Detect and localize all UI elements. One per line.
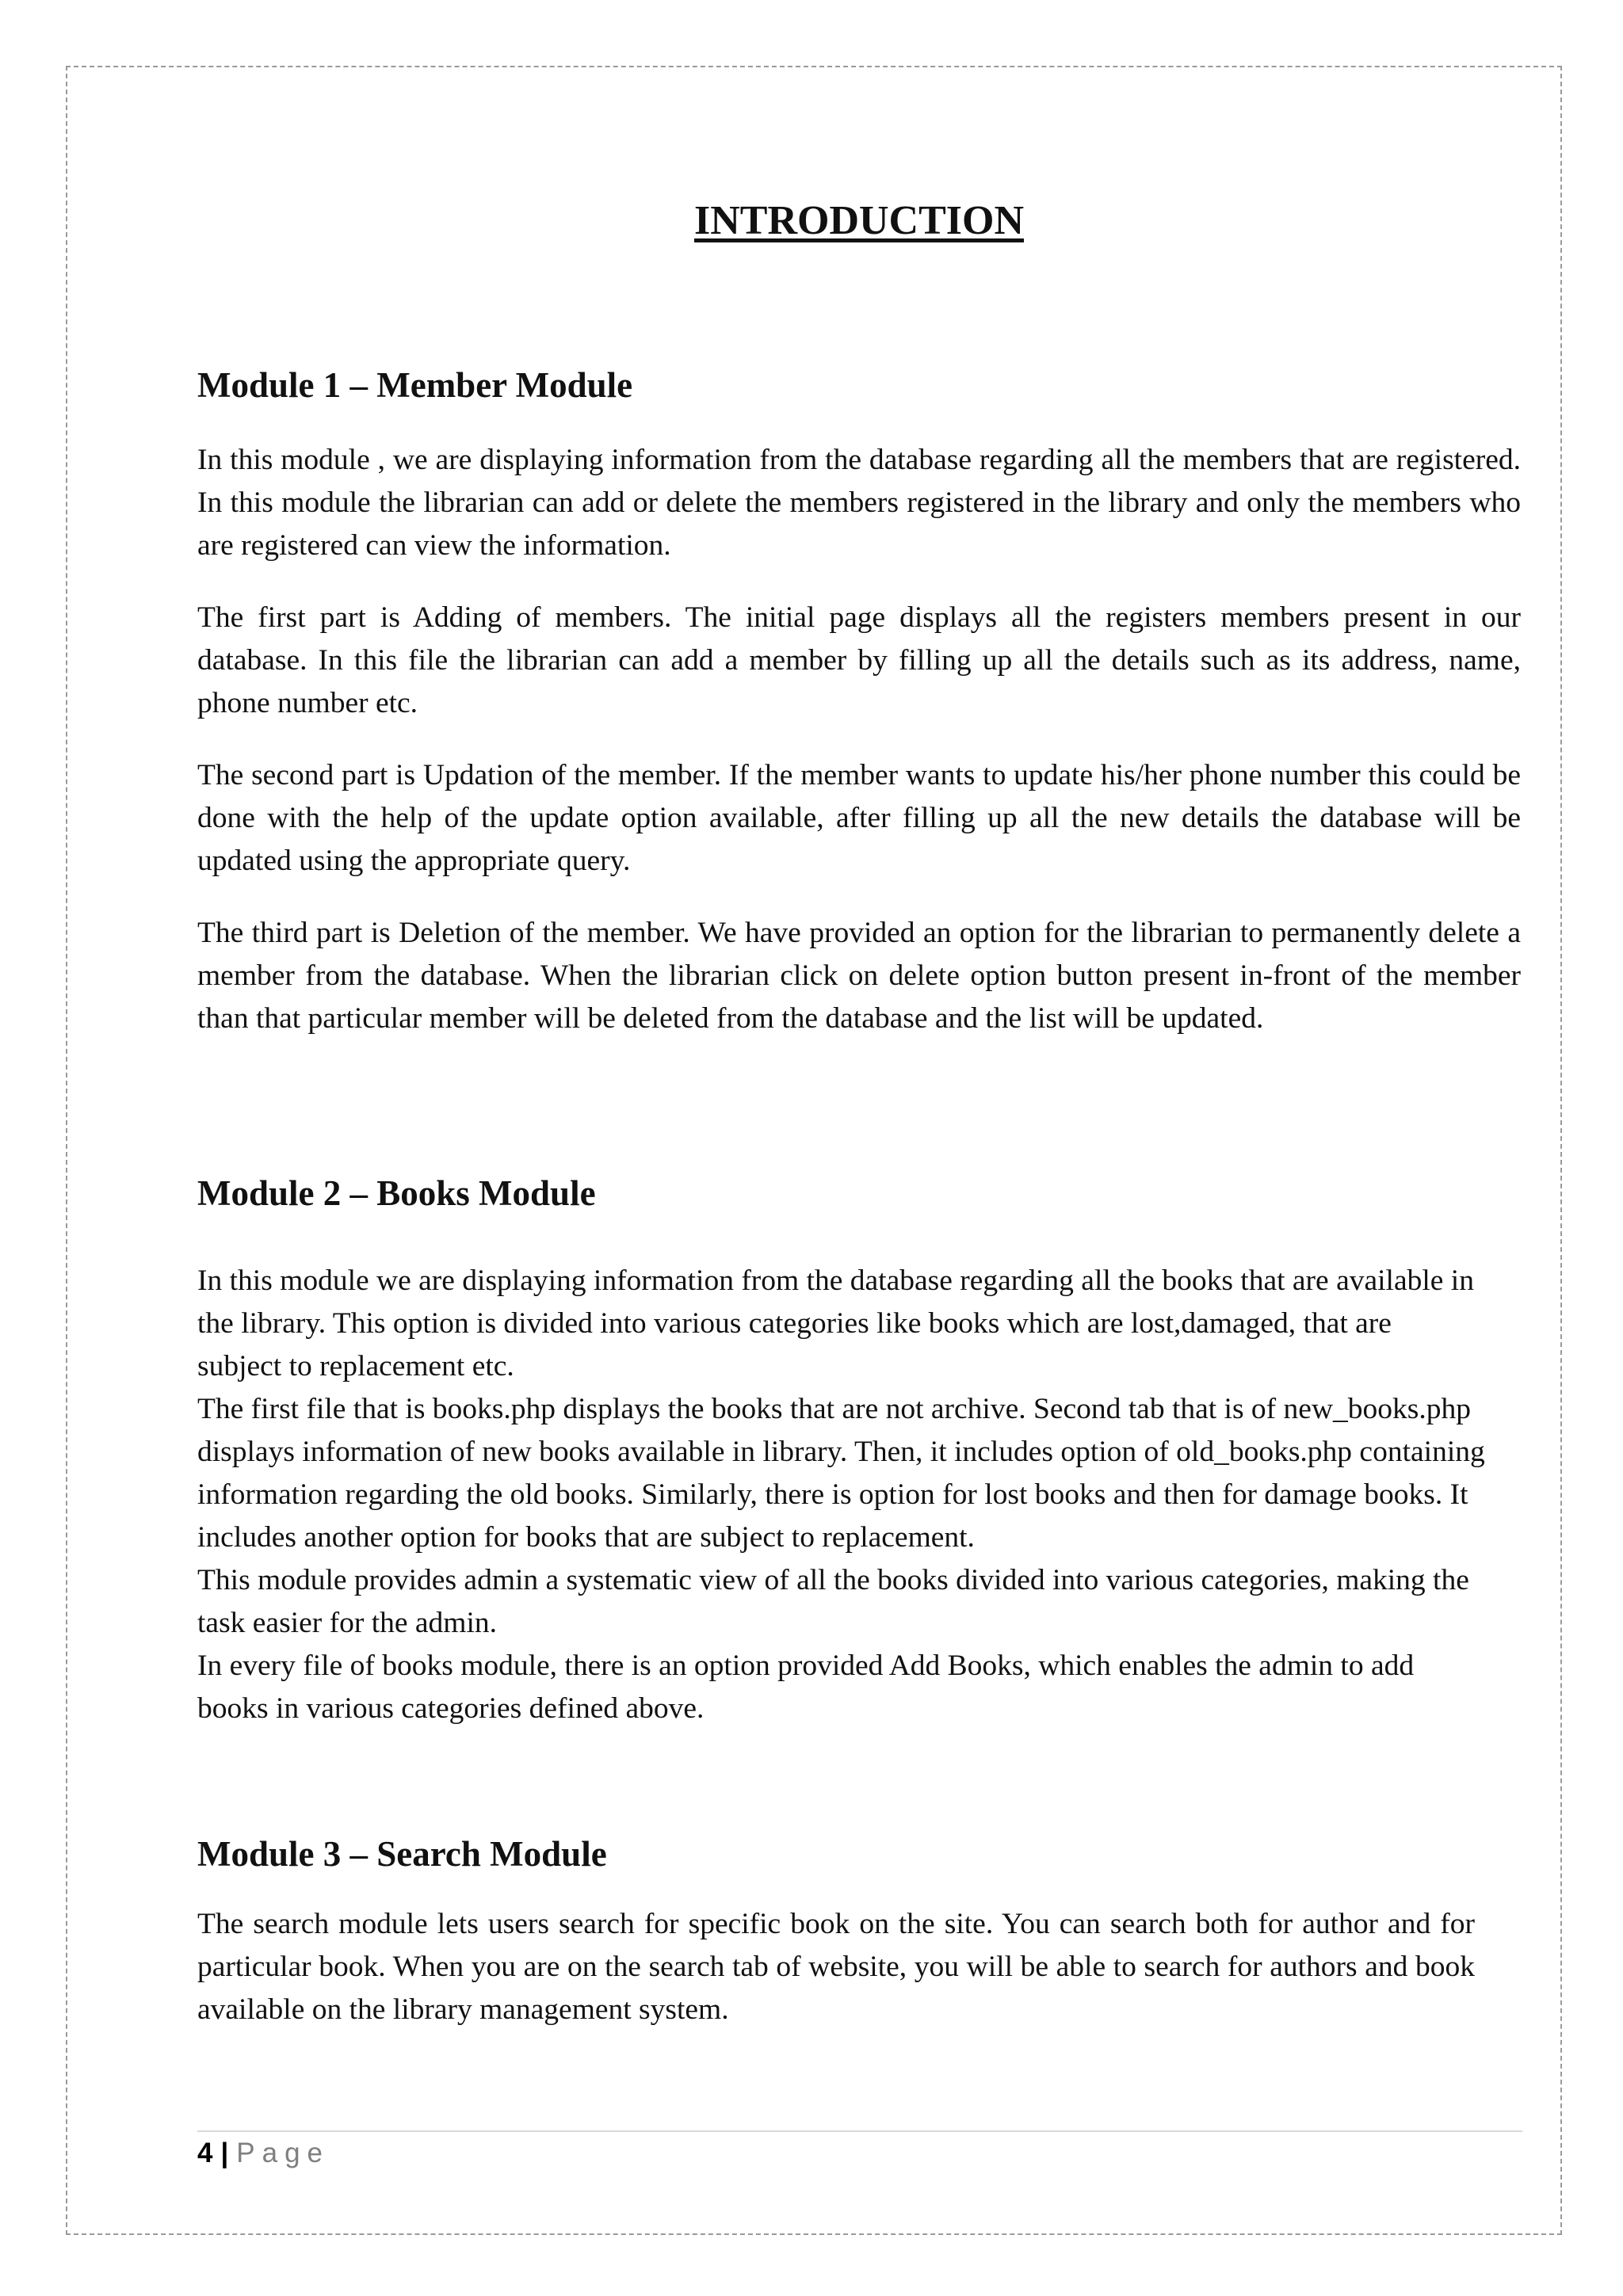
module-3-heading: Module 3 – Search Module	[197, 1834, 607, 1874]
page-content	[197, 194, 1521, 2031]
module-2-paragraph-2: The first file that is books.php displays the books that are not archive. Second tab that is of new_books.php displays information of new books available in library. Then, it includes option of old_books.php containing information regarding the old books. Similarly, there is option for lost books and then for damage books. It includes another option for books that are subject to replacement.	[197, 1393, 1485, 1554]
module-2-heading: Module 2 – Books Module	[197, 1173, 596, 1213]
module-2-paragraph-1: In this module we are displaying information from the database regarding all the books that are available in the library. This option is divided into various categories like books which are lost,damaged, that are subject to replacement etc.	[197, 1264, 1474, 1383]
module-2-paragraph-4: In every file of books module, there is an option provided Add Books, which enables the admin to add books in various categories defined above.	[197, 1650, 1415, 1725]
module-2-paragraph-3: This module provides admin a systematic view of all the books divided into various categories, making the task easier for the admin.	[197, 1564, 1469, 1639]
module-1-paragraph-2: The first part is Adding of members. The initial page displays all the registers members present in our database. In this file the librarian can add a member by filling up all the details such as its address, name, phone number etc.	[197, 601, 1521, 719]
page-label: Page	[236, 2138, 330, 2168]
module-1-paragraph-3: The second part is Updation of the member. If the member wants to update his/her phone number this could be done with the help of the update option available, after filling up all the new details the database will be updated using the appropriate query.	[197, 759, 1521, 877]
footer-separator: |	[220, 2138, 229, 2168]
module-3-paragraph-1: The search module lets users search for specific book on the site. You can search both for author and for particular book. When you are on the search tab of website, you will be able to search for authors and book available on the library management system.	[197, 1908, 1475, 2026]
page-number: 4	[197, 2138, 213, 2168]
module-1-paragraph-4: The third part is Deletion of the member. We have provided an option for the librarian to permanently delete a member from the database. When the librarian click on delete option button present in-front of the member than that particular member will be deleted from the database and the list will be updated.	[197, 917, 1521, 1035]
page-footer	[197, 2135, 330, 2172]
module-1-heading: Module 1 – Member Module	[197, 365, 633, 405]
module-1-paragraph-1: In this module , we are displaying information from the database regarding all the members that are registered. In this module the librarian can add or delete the members registered in the library and only the members who are registered can view the information.	[197, 444, 1521, 562]
document-title: INTRODUCTION	[693, 198, 1025, 243]
footer-divider	[197, 2130, 1522, 2132]
